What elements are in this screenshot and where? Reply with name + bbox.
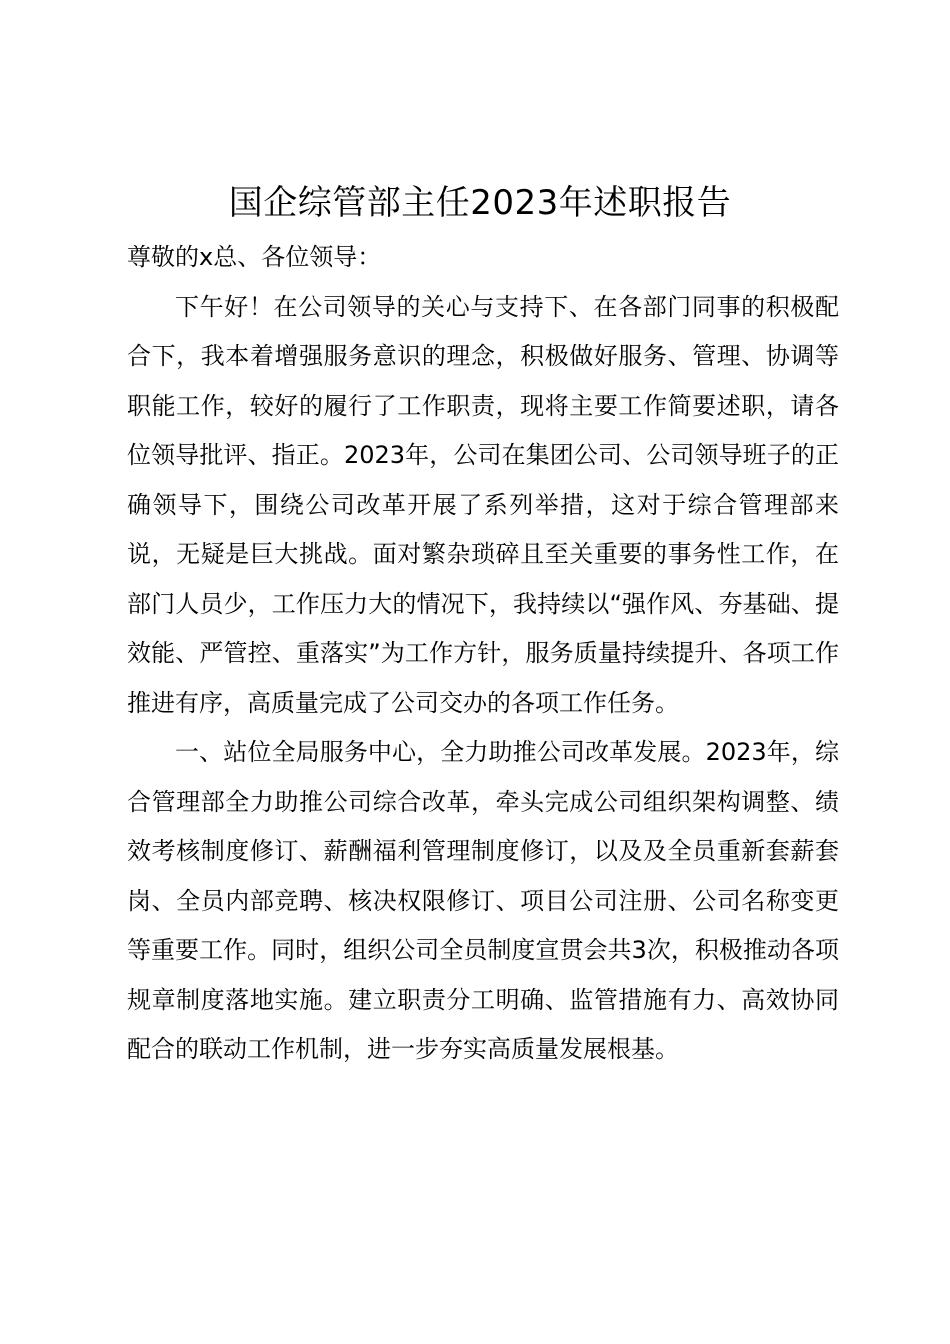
salutation: 尊敬的x总、各位领导： (127, 243, 382, 271)
document-title: 国企综管部主任2023年述职报告 (228, 183, 732, 223)
paragraph-intro: 下午好！在公司领导的关心与支持下、在各部门同事的积极配合下，我本着增强服务意识的理念，积极做好服务、管理、协调等职能工作，较好的履行了工作职责，现将主要工作简要述职，请各位领导批评、指正。2023年，公司在集团公司、公司领导班子的正确领导下，围绕公司改革开展了系列举措，这对于综合管理部来说，无疑是巨大挑战。面对繁杂琐碎且至关重要的事务性工作，在部门人员少，工作压力大的情况下，我持续以“强作风、夯基础、提效能、严管控、重落实”为工作方针，服务质量持续提升、各项工作推进有序，高质量完成了公司交办的各项工作任务。 (127, 292, 839, 717)
paragraph-section-one: 一、站位全局服务中心，全力助推公司改革发展。2023年，综合管理部全力助推公司综合改革，牵头完成公司组织架构调整、绩效考核制度修订、薪酬福利管理制度修订，以及及全员重新套薪套岗、全员内部竞聘、核决权限修订、项目公司注册、公司名称变更等重要工作。同时，组织公司全员制度宣贯会共3次，积极推动各项规章制度落地实施。建立职责分工明确、监管措施有力、高效协同配合的联动工作机制，进一步夯实高质量发展根基。 (127, 738, 839, 1063)
document-body (127, 233, 839, 1075)
